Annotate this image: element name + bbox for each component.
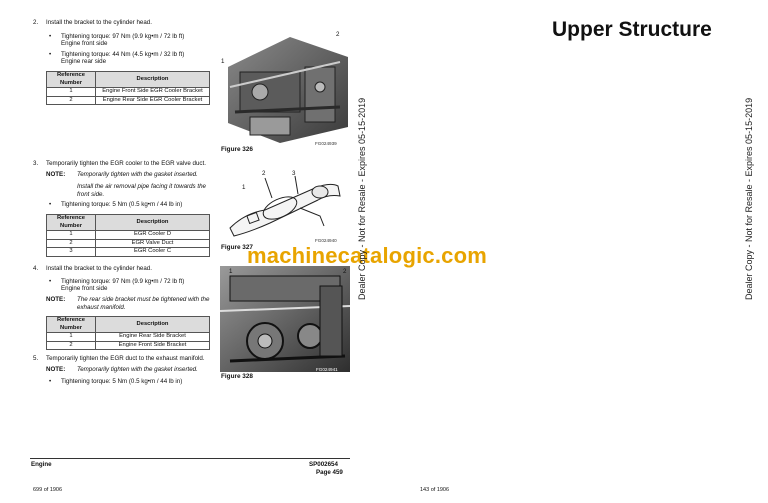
step-number: 4. [33,265,39,272]
note-label: NOTE: [46,366,66,373]
note-text: Install the air removal pipe facing it towards the front side. [77,183,206,198]
torque-text: Tightening torque: 5 Nm (0.5 kg•m / 44 lb in) [61,201,183,208]
torque-text: Tightening torque: 44 Nm (4.5 kg•m / 32 lb ft) [61,51,185,58]
callout: 1 [221,58,225,65]
footer-doc-number: SP002654 [309,461,338,468]
table-header-desc: Description [96,317,210,333]
figure-code: FG024941 [316,367,338,372]
figure-caption: Figure 327 [221,244,253,251]
figure-328-photo [220,266,350,372]
callout: 2 [262,170,266,177]
pdf-page-count-left: 699 of 1906 [33,487,63,493]
callout: 2 [336,31,340,38]
table-cell: 2 [47,96,96,105]
bullet: • [49,51,52,58]
watermark-text: machinecatalogic.com [247,243,487,268]
table-cell: EGR Cooler D [96,231,210,240]
dealer-copy-stamp: Dealer Copy - Not for Resale - Expires 05-15-2019 [357,97,367,300]
table-cell: Engine Front Side Bracket [96,341,210,350]
table-row [47,239,210,248]
figure-code: FG024940 [315,238,337,243]
step-number: 3. [33,160,39,167]
table-cell: 1 [47,88,96,97]
footer-rule [30,458,350,459]
footer-section: Engine [31,461,52,468]
table-cell: 2 [47,239,96,248]
step-text: Temporarily tighten the EGR cooler to the EGR valve duct. [46,160,206,167]
callout: 1 [242,184,246,191]
step-text: Install the bracket to the cylinder head. [46,265,152,272]
reference-table [46,71,210,105]
torque-location: Engine front side [61,285,108,292]
table-cell: 3 [47,248,96,257]
note-label: NOTE: [46,296,66,303]
table-cell: 1 [47,333,96,342]
callout: 1 [229,268,233,275]
callout: 2 [343,268,347,275]
step-number: 2. [33,19,39,26]
table-row [47,88,210,97]
table-row [47,341,210,350]
figure-code: FG024939 [315,141,337,146]
bullet: • [49,33,52,40]
table-row [47,96,210,105]
table-header-ref: Reference Number [47,215,96,231]
table-cell: 1 [47,231,96,240]
table-cell: Engine Rear Side EGR Cooler Bracket [96,96,210,105]
torque-text: Tightening torque: 5 Nm (0.5 kg•m / 44 lb in) [61,378,183,385]
torque-text: Tightening torque: 97 Nm (9.9 kg•m / 72 lb ft) [61,278,185,285]
figure-326-photo [220,27,350,145]
figure-caption: Figure 328 [221,373,253,380]
step-text: Install the bracket to the cylinder head. [46,19,152,26]
section-title: Upper Structure [552,18,712,41]
figure-327-drawing [220,168,350,242]
table-header-ref: Reference Number [47,317,96,333]
torque-location: Engine front side [61,40,108,47]
callout: 3 [292,170,296,177]
note-text: The rear side bracket must be tightened with the exhaust manifold. [77,296,210,311]
table-header-desc: Description [96,72,210,88]
note-label: NOTE: [46,171,66,178]
table-cell: EGR Cooler C [96,248,210,257]
table-row [47,333,210,342]
table-row [47,248,210,257]
bullet: • [49,378,52,385]
dealer-copy-stamp: Dealer Copy - Not for Resale - Expires 05-15-2019 [744,97,754,300]
torque-text: Tightening torque: 97 Nm (9.9 kg•m / 72 lb ft) [61,33,185,40]
step-text: Temporarily tighten the EGR duct to the exhaust manifold. [46,355,205,362]
reference-table [46,316,210,350]
table-row [47,231,210,240]
bullet: • [49,278,52,285]
table-header-ref: Reference Number [47,72,96,88]
table-cell: EGR Valve Duct [96,239,210,248]
bullet: • [49,201,52,208]
footer-page-number: Page 459 [316,469,343,476]
table-cell: Engine Rear Side Bracket [96,333,210,342]
note-text: Temporarily tighten with the gasket inserted. [77,171,198,178]
reference-table [46,214,210,257]
pdf-page-count-right: 143 of 1906 [420,487,450,493]
table-header-desc: Description [96,215,210,231]
note-text: Temporarily tighten with the gasket inserted. [77,366,198,373]
table-cell: Engine Front Side EGR Cooler Bracket [96,88,210,97]
step-number: 5. [33,355,39,362]
table-cell: 2 [47,341,96,350]
figure-caption: Figure 326 [221,146,253,153]
torque-location: Engine rear side [61,58,107,65]
